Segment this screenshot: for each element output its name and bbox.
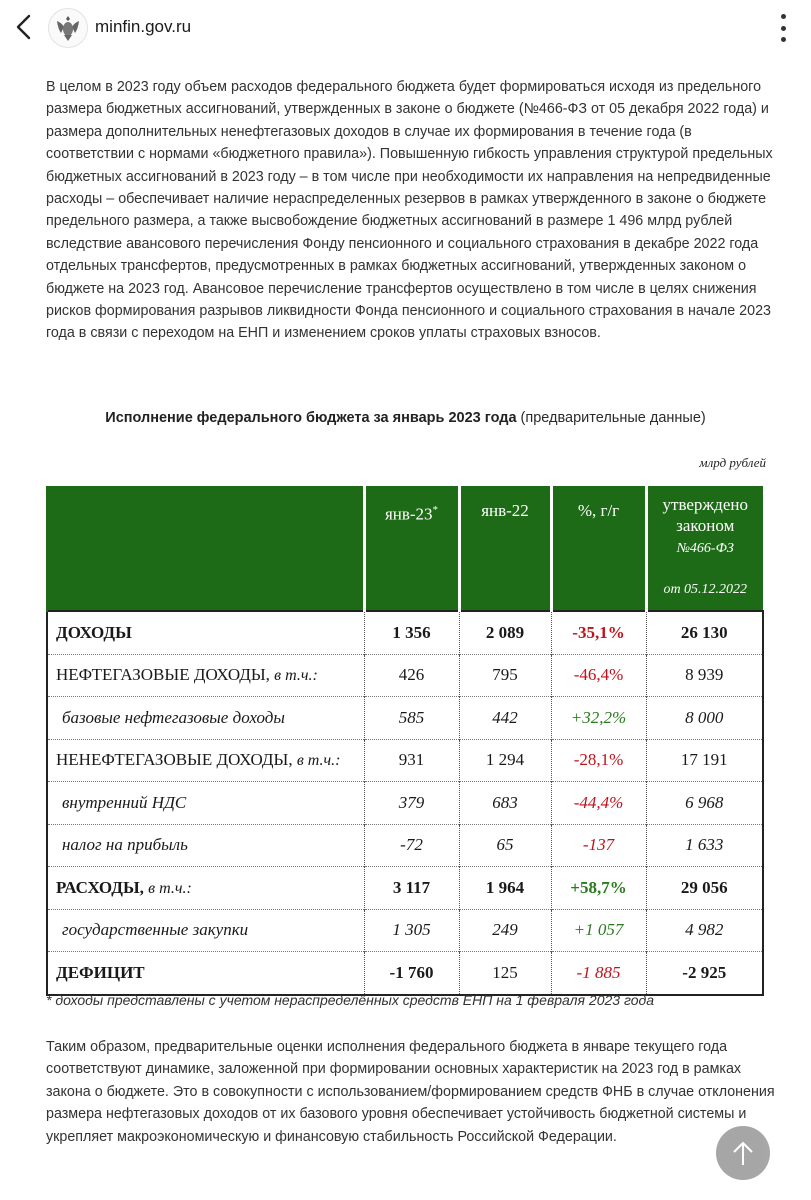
table-caption [0, 410, 811, 426]
cell-jan22: 2 089 [459, 611, 551, 654]
cell-jan22: 442 [459, 697, 551, 740]
header-jan22: янв-22 [459, 486, 551, 611]
cell-jan22: 1 964 [459, 867, 551, 910]
cell-yoy: -1 885 [551, 952, 646, 995]
cell-yoy: -44,4% [551, 782, 646, 825]
header-jan23: янв-23* [364, 486, 459, 611]
row-label: базовые нефтегазовые доходы [47, 697, 364, 740]
cell-jan23: 426 [364, 654, 459, 697]
table-caption-title: Исполнение федерального бюджета за январь 2023 года [105, 410, 517, 426]
cell-yoy: -46,4% [551, 654, 646, 697]
cell-law: 1 633 [646, 824, 763, 867]
table-row [47, 952, 763, 995]
budget-table [46, 486, 764, 996]
cell-law: -2 925 [646, 952, 763, 995]
cell-law: 8 939 [646, 654, 763, 697]
cell-jan22: 795 [459, 654, 551, 697]
table-row [47, 824, 763, 867]
arrow-up-icon [731, 1139, 755, 1167]
table-row [47, 739, 763, 782]
row-label: ДЕФИЦИТ [47, 952, 364, 995]
cell-jan22: 125 [459, 952, 551, 995]
chevron-left-icon [14, 14, 36, 40]
table-caption-note: (предварительные данные) [516, 410, 706, 426]
table-row [47, 867, 763, 910]
kebab-menu-icon[interactable] [778, 14, 788, 42]
site-logo[interactable] [48, 8, 88, 48]
table-row [47, 909, 763, 952]
scroll-top-button[interactable] [716, 1126, 770, 1180]
cell-jan23: 585 [364, 697, 459, 740]
cell-yoy: -28,1% [551, 739, 646, 782]
top-bar [0, 0, 811, 58]
table-row [47, 611, 763, 654]
cell-jan23: -72 [364, 824, 459, 867]
cell-yoy: +32,2% [551, 697, 646, 740]
row-label: государственные закупки [47, 909, 364, 952]
row-label: ДОХОДЫ [47, 611, 364, 654]
cell-jan22: 65 [459, 824, 551, 867]
cell-law: 17 191 [646, 739, 763, 782]
coat-of-arms-icon [54, 13, 82, 43]
header-label [47, 486, 364, 611]
row-label: РАСХОДЫ, в т.ч.: [47, 867, 364, 910]
cell-law: 6 968 [646, 782, 763, 825]
cell-yoy: +1 057 [551, 909, 646, 952]
header-yoy: %, г/г [551, 486, 646, 611]
table-header-row [47, 486, 763, 611]
table-footnote: * доходы представлены с учетом нераспределённых средств ЕНП на 1 февраля 2023 года [46, 992, 655, 1008]
cell-jan22: 249 [459, 909, 551, 952]
cell-law: 29 056 [646, 867, 763, 910]
cell-law: 26 130 [646, 611, 763, 654]
cell-law: 4 982 [646, 909, 763, 952]
conclusion-paragraph: Таким образом, предварительные оценки исполнения федерального бюджета в январе текущего года соответствуют динамике, заложенной при формировании основных характеристик на 2023 год в рамках закона о бюджете. Это в совокупности с использованием/формированием средств ФНБ в случае отклонения размера нефтегазовых доходов от их базового уровня обеспечивает устойчивость бюджетной системы и укрепляет макроэкономическую и финансовую стабильность Российской Федерации. [46, 1039, 775, 1145]
site-domain[interactable]: minfin.gov.ru [95, 17, 192, 36]
cell-law: 8 000 [646, 697, 763, 740]
cell-yoy: -35,1% [551, 611, 646, 654]
row-label: внутренний НДС [47, 782, 364, 825]
intro-paragraph: В целом в 2023 году объем расходов федерального бюджета будет формироваться исходя из предельного размера бюджетных ассигнований, утвержденных в законе о бюджете (№466-ФЗ от 05 декабря 2022 года) и размера дополнительных ненефтегазовых доходов в случае их формирования в течение года (в соответствии с нормами «бюджетного правила»). Повышенную гибкость управления структурой предельных бюджетных ассигнований в 2023 году – в том числе при необходимости их направления на непредвиденные расходы – обеспечивает наличие нераспределенных резервов в рамках утвержденного в законе о бюджете предельного размера, а также высвобождение бюджетных ассигнований в размере 1 496 млрд рублей вследствие авансового перечисления Фонду пенсионного и социального страхования в декабре 2022 года отдельных трансфертов, предусмотренных в рамках бюджетных ассигнований, утвержденных законом о бюджете на 2023 год. Авансовое перечисление трансфертов осуществлено в том числе в целях снижения рисков формирования разрывов ликвидности Фонда пенсионного и социального страхования в начале 2023 года в связи с переходом на ЕНП и изменением сроков уплаты страховых взносов. [46, 79, 773, 342]
cell-jan23: -1 760 [364, 952, 459, 995]
cell-yoy: -137 [551, 824, 646, 867]
cell-jan23: 1 356 [364, 611, 459, 654]
header-law: утверждено законом №466-ФЗ от 05.12.2022 [646, 486, 763, 611]
back-button[interactable] [14, 14, 36, 40]
cell-jan23: 1 305 [364, 909, 459, 952]
cell-jan23: 3 117 [364, 867, 459, 910]
table-row [47, 654, 763, 697]
cell-jan23: 379 [364, 782, 459, 825]
cell-jan22: 1 294 [459, 739, 551, 782]
cell-jan22: 683 [459, 782, 551, 825]
cell-jan23: 931 [364, 739, 459, 782]
table-row [47, 782, 763, 825]
table-row [47, 697, 763, 740]
row-label: НЕНЕФТЕГАЗОВЫЕ ДОХОДЫ, в т.ч.: [47, 739, 364, 782]
table-units: млрд рублей [699, 455, 766, 470]
cell-yoy: +58,7% [551, 867, 646, 910]
row-label: НЕФТЕГАЗОВЫЕ ДОХОДЫ, в т.ч.: [47, 654, 364, 697]
row-label: налог на прибыль [47, 824, 364, 867]
